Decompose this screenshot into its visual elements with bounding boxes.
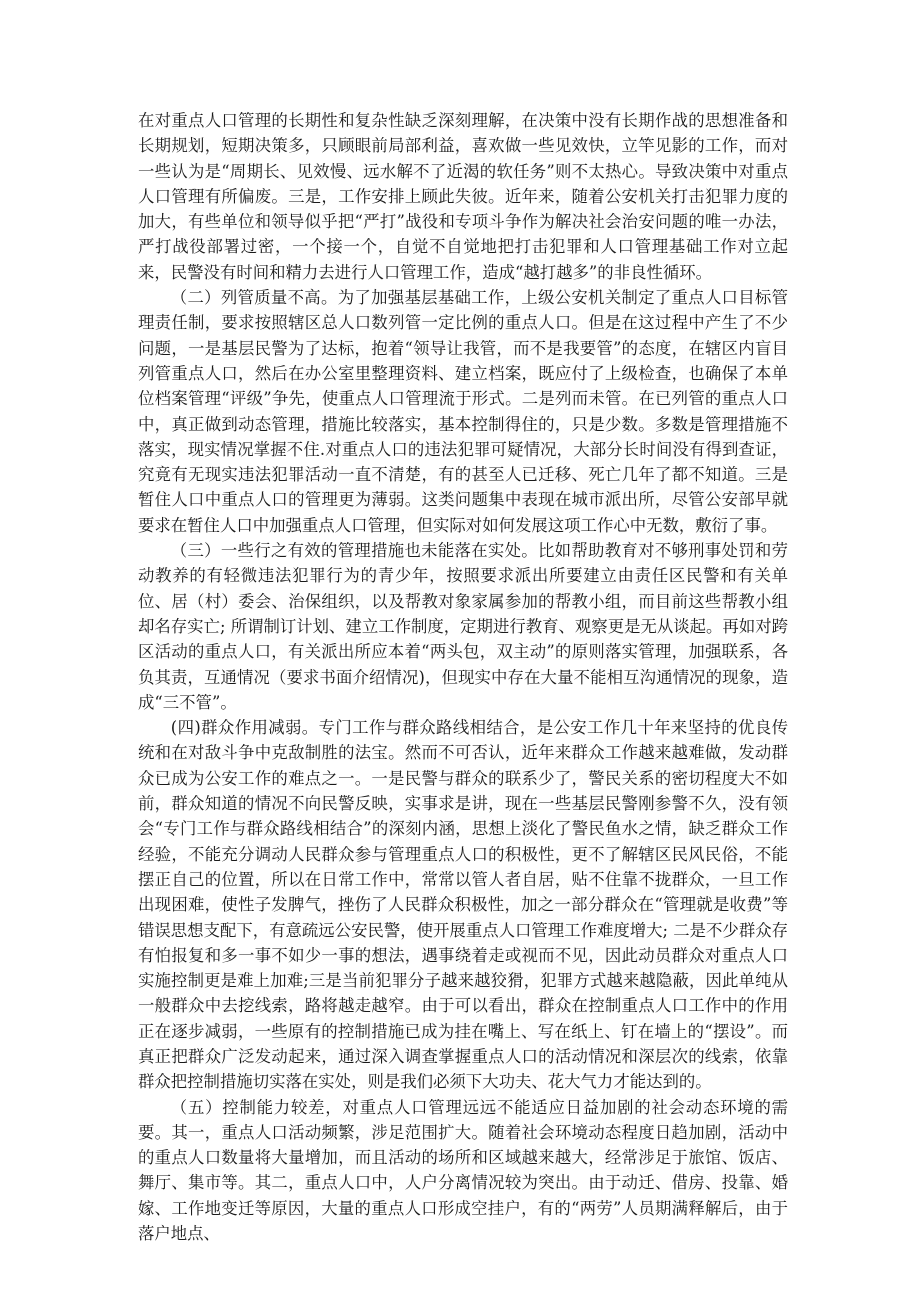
document-body xyxy=(138,108,788,1246)
paragraph-section-2: （二）列管质量不高。为了加强基层基础工作，上级公安机关制定了重点人口目标管理责任制，要求按照辖区总人口数列管一定比例的重点人口。但是在这过程中产生了不少问题，一是基层民警为了达标，抱着“领导让我管，而不是我要管”的态度，在辖区内盲目列管重点人口，然后在办公室里整理资料、建立档案，既应付了上级检查，也确保了本单位档案管理“评级”争先，使重点人口管理流于形式。二是列而未管。在已列管的重点人口中，真正做到动态管理，措施比较落实，基本控制得住的，只是少数。多数是管理措施不落实，现实情况掌握不住.对重点人口的违法犯罪可疑情况，大部分长时间没有得到查证，究竟有无现实违法犯罪活动一直不清楚，有的甚至人已迁移、死亡几年了都不知道。三是暂住人口中重点人口的管理更为薄弱。这类问题集中表现在城市派出所，尽管公安部早就要求在暂住人口中加强重点人口管理，但实际对如何发展这项工作心中无数，敷衍了事。 xyxy=(138,288,788,535)
paragraph-section-4: (四)群众作用减弱。专门工作与群众路线相结合，是公安工作几十年来坚持的优良传统和在对敌斗争中克敌制胜的法宝。然而不可否认，近年来群众工作越来越难做，发动群众已成为公安工作的难点之一。一是民警与群众的联系少了，警民关系的密切程度大不如前，群众知道的情况不向民警反映，实事求是讲，现在一些基层民警刚参警不久，没有领会“专门工作与群众路线相结合”的深刻内涵，思想上淡化了警民鱼水之情，缺乏群众工作经验，不能充分调动人民群众参与管理重点人口的积极性，更不了解辖区民风民俗，不能摆正自己的位置，所以在日常工作中，常常以管人者自居，贴不住靠不拢群众，一旦工作出现困难，使性子发脾气，挫伤了人民群众积极性，加之一部分群众在“管理就是收费”等错误思想支配下，有意疏远公安民警，使开展重点人口管理工作难度增大; 二是不少群众存有怕报复和多一事不如少一事的想法，遇事绕着走或视而不见，因此动员群众对重点人口实施控制更是难上加难;三是当前犯罪分子越来越狡猾，犯罪方式越来越隐蔽，因此单纯从一般群众中去挖线索，路将越走越窄。由于可以看出，群众在控制重点人口工作中的作用正在逐步减弱，一些原有的控制措施已成为挂在嘴上、写在纸上、钉在墙上的“摆设”。而真正把群众广泛发动起来，通过深入调查掌握重点人口的活动情况和深层次的线索，依靠群众把控制措施切实落在实处，则是我们必须下大功夫、花大气力才能达到的。 xyxy=(138,718,788,1092)
paragraph-section-5: （五）控制能力较差，对重点人口管理远远不能适应日益加剧的社会动态环境的需要。其一，重点人口活动频繁，涉足范围扩大。随着社会环境动态程度日趋加剧，活动中的重点人口数量将大量增加，而且活动的场所和区域越来越大，经常涉足于旅馆、饭店、舞厅、集市等。其二，重点人口中，人户分离情况较为突出。由于动迁、借房、投靠、婚嫁、工作地变迁等原因，大量的重点人口形成空挂户，有的“两劳”人员期满释解后，由于落户地点、 xyxy=(138,1097,788,1244)
paragraph-section-3: （三）一些行之有效的管理措施也未能落在实处。比如帮助教育对不够刑事处罚和劳动教养的有轻微违法犯罪行为的青少年，按照要求派出所要建立由责任区民警和有关单位、居（村）委会、治保组织，以及帮教对象家属参加的帮教小组，而目前这些帮教小组却名存实亡; 所谓制订计划、建立工作制度，定期进行教育、观察更是无从谈起。再如对跨区活动的重点人口，有关派出所应本着“两头包，双主动”的原则落实管理，加强联系，各负其责，互通情况（要求书面介绍情况)，但现实中存在大量不能相互沟通情况的现象，造成“三不管”。 xyxy=(138,541,788,712)
paragraph-continuation: 在对重点人口管理的长期性和复杂性缺乏深刻理解，在决策中没有长期作战的思想准备和长期规划，短期决策多，只顾眼前局部利益，喜欢做一些见效快，立竿见影的工作，而对一些认为是“周期长、见效慢、远水解不了近渴的软任务”则不太热心。导致决策中对重点人口管理有所偏废。三是，工作安排上顾此失彼。近年来，随着公安机关打击犯罪力度的加大，有些单位和领导似乎把“严打”战役和专项斗争作为解决社会治安问题的唯一办法，严打战役部署过密，一个接一个，自觉不自觉地把打击犯罪和人口管理基础工作对立起来，民警没有时间和精力去进行人口管理工作，造成“越打越多”的非良性循环。 xyxy=(138,111,788,282)
